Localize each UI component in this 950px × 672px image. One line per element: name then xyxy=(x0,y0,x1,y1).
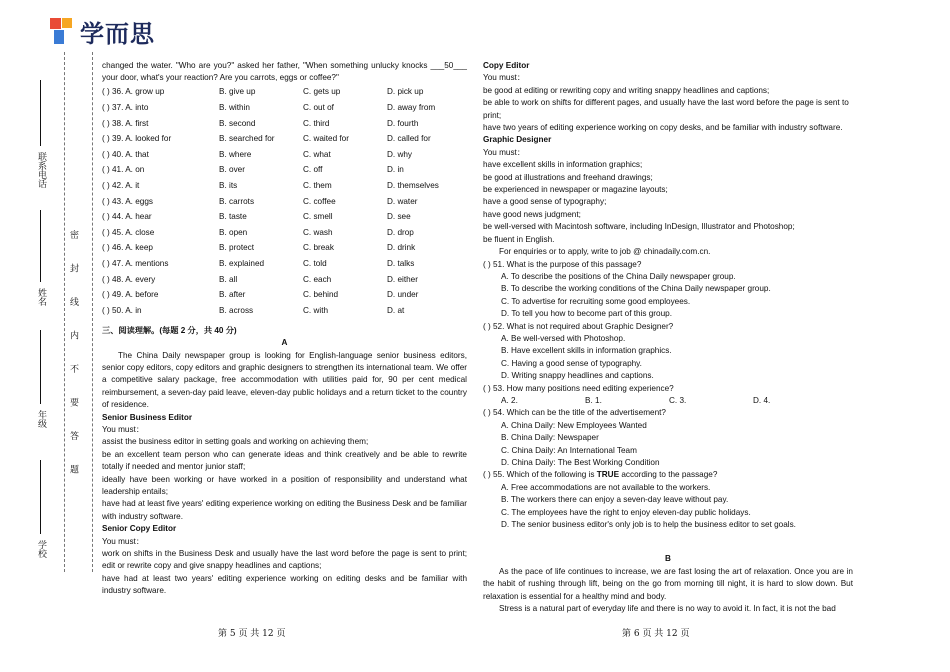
answer-option: C. The employees have the right to enjoy eleven-day public holidays. xyxy=(501,507,751,517)
gd-req: have good news judgment; xyxy=(483,209,581,219)
answer-option: D. The senior business editor's only job is to help the business editor to set goals. xyxy=(501,520,796,530)
logo-text: 学而思 xyxy=(80,20,155,48)
answer-option: A. Be well-versed with Photoshop. xyxy=(501,333,626,343)
option-row: ( ) 43. A. eggs B. carrots C. coffee D. water xyxy=(102,196,418,206)
answer-option: B. The workers there can enjoy a seven-day leave without pay. xyxy=(501,495,729,505)
gd-req: have excellent skills in information graphics; xyxy=(483,160,643,170)
ce-req: be able to work on shifts for different pages, and usually have the last word before the page is sent to print; xyxy=(483,98,849,120)
passage-a-intro: The China Daily newspaper group is looking for English-language senior business editors, senior copy editors, copy editors and graphic designers to strengthen its international team. We offer a competitive salary package, free accommodation with utilities paid for, 90 per cent medical reimbursement, a seven-day paid leave, eleven-day public holidays and a return ticket to the country of residence. xyxy=(102,350,467,410)
sbe-must: You must： xyxy=(102,424,145,434)
option-row: ( ) 40. A. that B. where C. what D. why xyxy=(102,149,413,159)
ce-req: have two years of editing experience working on copy desks, and be familiar with industry software. xyxy=(483,123,843,133)
answer-option: C. 3. xyxy=(669,395,687,405)
sce-req: work on shifts in the Business Desk and usually have the last word before the page is sent to print; edit or rewrite copy and give snappy headlines and captions; xyxy=(102,549,467,571)
school-label: 学校 xyxy=(37,540,47,558)
seal-dash-line-inner xyxy=(92,52,93,572)
sce-req: have had at least two years' editing experience working on editing desks and be familiar with industry software. xyxy=(102,573,467,596)
grade-line xyxy=(40,330,41,404)
passage-b-para: As the pace of life continues to increase, we are fast losing the art of relaxation. Once you are in the habit of rushing through lift, being on the go from morning till night, it is hard to slow down. But relaxation is essential for a healthy mind and body. xyxy=(483,566,853,601)
option-row: ( ) 41. A. on B. over C. off D. in xyxy=(102,165,404,175)
phone-line xyxy=(40,80,41,146)
option-row: ( ) 37. A. into B. within C. out of D. away from xyxy=(102,103,436,112)
school-line xyxy=(40,460,41,534)
senior-copy-editor-title: Senior Copy Editor xyxy=(102,524,177,534)
gd-req: be experienced in newspaper or magazine layouts; xyxy=(483,185,668,195)
answer-option: A. 2. xyxy=(501,395,518,405)
senior-business-editor-title: Senior Business Editor xyxy=(102,412,193,422)
answer-option: A. Free accommodations are not available to the workers. xyxy=(501,482,711,492)
name-label: 姓名 xyxy=(37,288,47,306)
answer-option: B. Have excellent skills in information graphics. xyxy=(501,346,672,356)
option-row: ( ) 36. A. grow up B. give up C. gets up D. pick up xyxy=(102,87,424,97)
option-row: ( ) 39. A. looked for B. searched for C. waited for D. called for xyxy=(102,134,431,144)
answer-option: D. China Daily: The Best Working Condition xyxy=(501,458,660,467)
ce-req: be good at editing or rewriting copy and writing snappy headlines and captions; xyxy=(483,85,770,95)
sbe-req: have had at least five years' editing experience working on editing the Business Desk and be familiar with industry software. xyxy=(102,499,467,521)
right-column xyxy=(483,60,853,615)
sce-must: You must： xyxy=(102,536,145,546)
seal-text: 密 封 线 内 不 要 答 题 xyxy=(69,230,79,485)
answer-option: C. Having a good sense of typography. xyxy=(501,358,642,368)
option-row: ( ) 42. A. it B. its C. them D. themselves xyxy=(102,180,439,190)
section-3-heading: 三、阅读理解。(每题 2 分，共 40 分) xyxy=(102,325,237,335)
logo-mark-icon xyxy=(50,18,74,46)
gd-must: You must： xyxy=(483,147,526,157)
question-53: ( ) 53. How many positions need editing experience? xyxy=(483,383,674,393)
page-number-right: 第 6 页 共 12 页 xyxy=(622,629,690,639)
answer-options-row xyxy=(483,395,853,407)
gd-req: be fluent in English. xyxy=(483,234,555,244)
intro-text: changed the water. "Who are you?" asked her father, "When something unlucky knocks ___50___ your door, what's your reaction? Are you carrots, eggs or coffee?" xyxy=(102,61,467,83)
enquiries: For enquiries or to apply, write to job @ chinadaily.com.cn. xyxy=(499,247,711,257)
cloze-options xyxy=(102,85,467,319)
answer-option: C. China Daily: An International Team xyxy=(501,445,637,455)
answer-option: D. To tell you how to become part of this group. xyxy=(501,309,672,319)
option-row: ( ) 47. A. mentions B. explained C. told D. talks xyxy=(102,258,415,268)
answer-option: B. To describe the working conditions of the China Daily newspaper group. xyxy=(501,284,771,294)
option-row: ( ) 50. A. in B. across C. with D. at xyxy=(102,305,405,315)
option-row: ( ) 48. A. every B. all C. each D. either xyxy=(102,274,418,284)
option-row: ( ) 49. A. before B. after C. behind D. under xyxy=(102,290,419,300)
sbe-req: assist the business editor in setting goals and working on achieving them; xyxy=(102,437,369,447)
answer-option: D. Writing snappy headlines and captions. xyxy=(501,371,654,381)
gd-req: be good at illustrations and freehand drawings; xyxy=(483,172,653,182)
answer-option: A. To describe the positions of the China Daily newspaper group. xyxy=(501,271,736,281)
answer-option: B. 1. xyxy=(585,395,602,405)
phone-label: 联系电话 xyxy=(37,152,47,188)
page-number-left: 第 5 页 共 12 页 xyxy=(218,629,286,639)
question-52: ( ) 52. What is not required about Graphic Designer? xyxy=(483,321,674,331)
option-row: ( ) 44. A. hear B. taste C. smell D. see xyxy=(102,212,411,222)
graphic-designer-title: Graphic Designer xyxy=(483,135,552,145)
sbe-req: be an excellent team person who can generate ideas and think creatively and be able to rewrite totally if needed and mentor junior staff; xyxy=(102,449,467,472)
passage-a-heading: A xyxy=(281,338,288,348)
copy-editor-title: Copy Editor xyxy=(483,61,530,70)
answer-option: B. China Daily: Newspaper xyxy=(501,433,599,443)
question-51: ( ) 51. What is the purpose of this passage? xyxy=(483,259,642,269)
answer-option: C. To advertise for recruiting some good employees. xyxy=(501,296,691,306)
gd-req: have a good sense of typography; xyxy=(483,197,607,207)
name-line xyxy=(40,210,41,282)
sbe-req: ideally have been working or have worked in a position of responsibility and understand what leadership entails; xyxy=(102,474,467,496)
question-54: ( ) 54. Which can be the title of the advertisement? xyxy=(483,408,666,418)
passage-b-para: Stress is a natural part of everyday life and there is no way to avoid it. In fact, it is not the bad xyxy=(499,604,836,614)
answer-option: A. China Daily: New Employees Wanted xyxy=(501,420,647,430)
answer-option: D. 4. xyxy=(753,395,771,405)
ce-must: You must： xyxy=(483,73,526,83)
passage-b-heading: B xyxy=(665,554,671,564)
option-row: ( ) 46. A. keep B. protect C. break D. drink xyxy=(102,243,416,253)
gd-req: be well-versed with Macintosh software, including InDesign, Illustrator and Photoshop; xyxy=(483,222,795,232)
question-55: ( ) 55. Which of the following is TRUE according to the passage? xyxy=(483,470,718,480)
option-row: ( ) 38. A. first B. second C. third D. fourth xyxy=(102,118,419,128)
seal-dash-line xyxy=(64,52,65,572)
left-column xyxy=(102,60,467,598)
logo xyxy=(50,14,155,49)
grade-label: 年级 xyxy=(37,410,47,428)
option-row: ( ) 45. A. close B. open C. wash D. drop xyxy=(102,227,414,237)
